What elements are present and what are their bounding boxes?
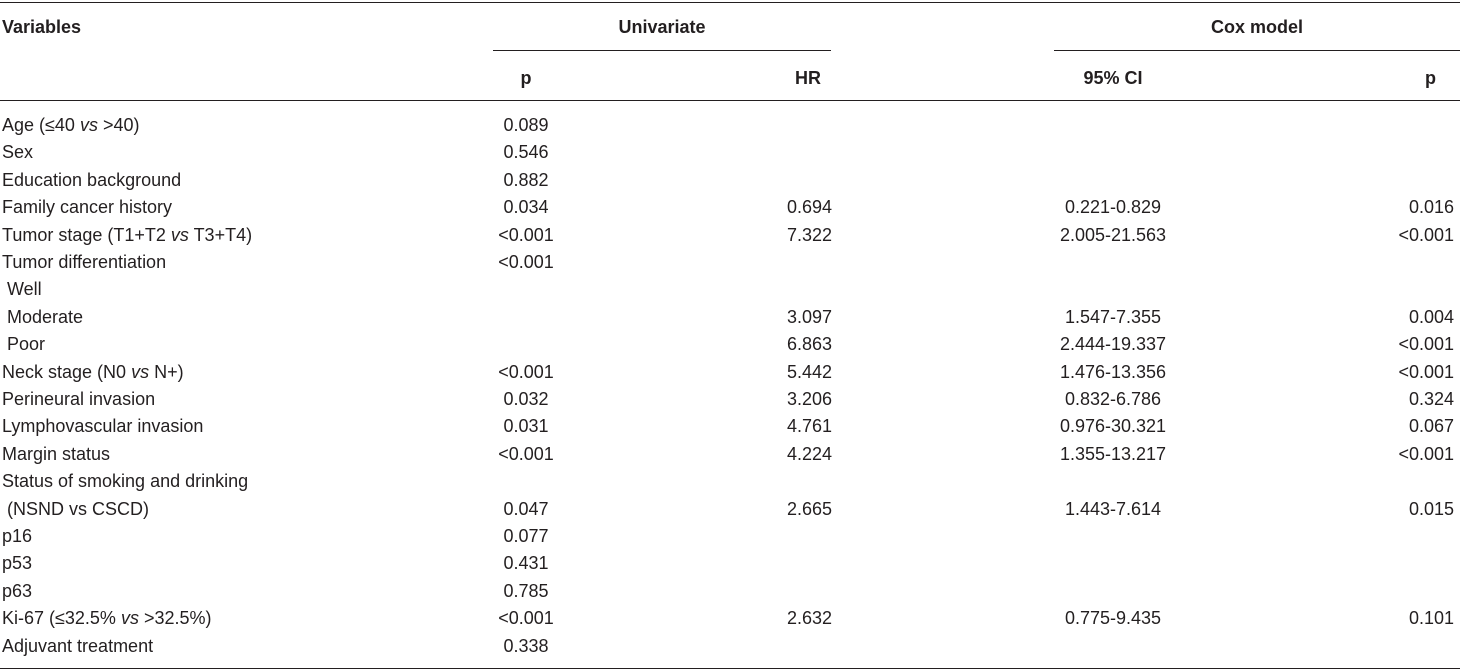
hr-cell: 4.224 [786,443,832,464]
variable-cell [2,276,42,303]
variable-text: Tumor stage (T1+T2 [2,224,171,245]
variable-text: Margin status [2,443,111,464]
table-row [0,139,1460,166]
table-row [0,550,1460,577]
table-row [0,413,1460,440]
cox-p-cell: <0.001 [1398,443,1454,464]
variable-cell [2,496,149,523]
univariate-underline [493,50,831,51]
ci-cell: 1.443-7.614 [1064,498,1162,519]
table-row [0,249,1460,276]
ci-cell: 2.005-21.563 [1059,224,1167,245]
cox-p-cell: 0.101 [1408,608,1454,629]
univariate-p-cell: 0.546 [503,142,549,163]
cox-p-cell: 0.324 [1408,389,1454,409]
table-row [0,112,1460,139]
variable-text: Family cancer history [2,197,173,218]
ci-cell: 0.221-0.829 [1064,197,1162,218]
table-row [0,441,1460,468]
variable-text: N+) [149,361,184,382]
variable-text: Tumor differentiation [2,252,167,272]
variable-text: Age (≤40 [2,115,80,135]
cox-p-cell: 0.016 [1408,197,1454,218]
table-row [0,633,1460,660]
ci-cell: 0.775-9.435 [1064,608,1162,629]
variable-cell [2,413,203,440]
cox-p-cell: <0.001 [1398,334,1454,355]
header-univariate: Univariate [618,17,706,37]
ci-cell: 1.476-13.356 [1059,361,1167,382]
cox-p-cell: <0.001 [1398,224,1454,245]
variable-vs-italic: vs [131,361,150,382]
hr-cell: 2.632 [786,608,832,629]
variable-text: p16 [2,526,33,546]
variable-text: (NSND vs CSCD) [2,498,149,519]
cox-p-cell: 0.067 [1408,416,1454,437]
hr-cell: 5.442 [786,361,832,382]
variable-text: Ki-67 (≤32.5% [2,608,121,629]
variable-text: Poor [2,334,46,355]
variable-text: Perineural invasion [2,389,156,409]
variable-text: Neck stage (N0 [2,361,132,382]
univariate-p-cell: 0.077 [503,526,549,546]
table-row [0,523,1460,550]
hr-cell: 3.097 [786,306,832,327]
variable-cell [2,550,32,577]
univariate-p-cell: <0.001 [498,608,554,629]
table-row [0,276,1460,303]
univariate-p-cell: 0.882 [503,169,549,190]
ci-cell: 2.444-19.337 [1059,334,1167,355]
cox-p-cell: 0.015 [1408,498,1454,519]
hr-cell: 6.863 [786,334,832,355]
variable-cell [2,468,248,495]
variable-cell [2,304,83,331]
ci-cell: 1.547-7.355 [1064,306,1162,327]
header-p: p [520,68,532,88]
variable-text: >40) [97,115,140,135]
variable-text: Moderate [2,306,84,327]
variable-text: Education background [2,169,182,190]
variable-text: Lymphovascular invasion [2,416,204,437]
univariate-p-cell: <0.001 [498,252,554,272]
univariate-p-cell: 0.338 [503,635,549,656]
variable-cell [2,578,32,605]
variable-cell [2,441,110,468]
variable-text: p63 [2,580,33,601]
hr-cell: 7.322 [786,224,832,245]
hr-cell: 0.694 [786,197,832,218]
table-row [0,386,1460,413]
univariate-p-cell: <0.001 [498,361,554,382]
variable-cell [2,194,172,221]
univariate-p-cell: 0.032 [503,389,549,409]
univariate-p-cell: 0.047 [503,498,549,519]
univariate-p-cell: 0.785 [503,580,549,601]
variable-text: Status of smoking and drinking [2,471,249,492]
ci-cell: 1.355-13.217 [1059,443,1167,464]
ci-cell: 0.832-6.786 [1064,389,1162,409]
variable-text: Adjuvant treatment [2,635,154,656]
ci-cell: 0.976-30.321 [1059,416,1167,437]
variable-cell [2,386,155,413]
variable-text: p53 [2,553,33,574]
variable-vs-italic: vs [79,115,98,135]
cox-p-cell: <0.001 [1398,361,1454,382]
variable-text: Well [2,279,42,300]
table-row [0,222,1460,249]
variable-cell [2,222,252,249]
variable-text: Sex [2,142,34,163]
table-row [0,578,1460,605]
table-row [0,468,1460,495]
cox-model-underline [1054,50,1460,51]
table-row [0,331,1460,358]
variable-cell [2,331,45,358]
variable-cell [2,112,139,139]
univariate-p-cell: 0.431 [503,553,549,574]
table-row [0,605,1460,632]
header-95ci: 95% CI [1083,68,1143,88]
variable-vs-italic: vs [170,224,189,245]
table-row [0,167,1460,194]
table-row [0,304,1460,331]
header-hr: HR [795,68,821,88]
table-row [0,496,1460,523]
header-rule [0,100,1460,101]
variable-vs-italic: vs [120,608,139,629]
top-rule [0,2,1460,3]
variable-cell [2,249,166,276]
bottom-rule [0,668,1460,669]
hr-cell: 3.206 [786,389,832,409]
variable-cell [2,633,153,660]
hr-cell: 2.665 [786,498,832,519]
table-row [0,194,1460,221]
univariate-p-cell: 0.031 [503,416,549,437]
univariate-p-cell: <0.001 [498,224,554,245]
univariate-p-cell: 0.089 [503,115,549,135]
header-variables: Variables [2,17,82,37]
hr-cell: 4.761 [786,416,832,437]
cox-p-cell: 0.004 [1408,306,1454,327]
variable-cell [2,605,211,632]
header-p-cox: p [1425,68,1436,88]
table-row [0,359,1460,386]
univariate-p-cell: 0.034 [503,197,549,218]
variable-cell [2,359,184,386]
variable-cell [2,523,32,550]
variable-text: T3+T4) [188,224,253,245]
variable-cell [2,139,33,166]
variable-text: >32.5%) [138,608,212,629]
variable-cell [2,167,181,194]
header-cox-model: Cox model [1210,17,1303,37]
univariate-p-cell: <0.001 [498,443,554,464]
